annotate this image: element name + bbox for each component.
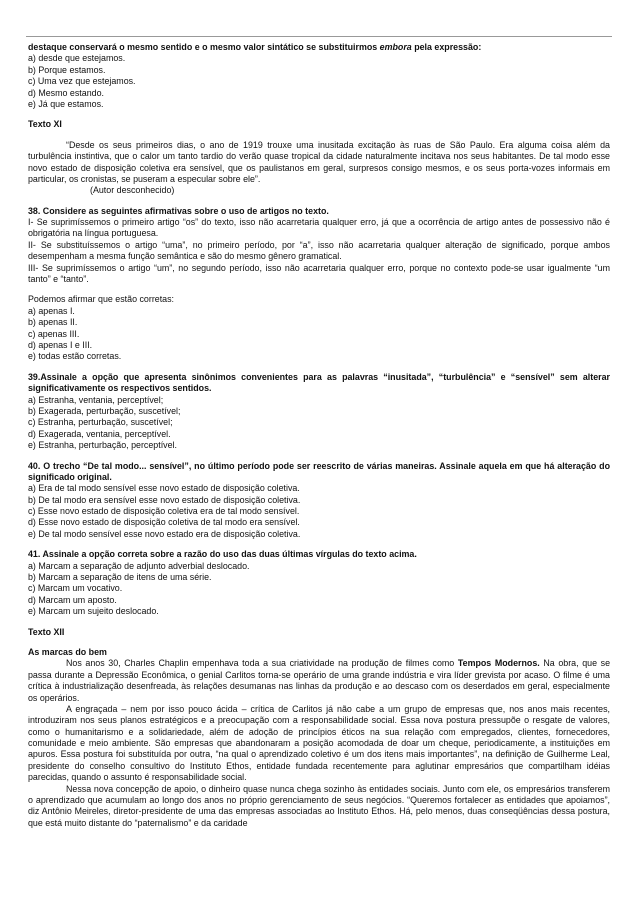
question-38-item-i: I- Se suprimíssemos o primeiro artigo “os” do texto, isso não acarretaria qualquer erro, já que a ocorrência de artigo antes de possessivo não é obrigatória na língua portuguesa. [28,217,610,239]
question-39-option-a: a) Estranha, ventania, perceptível; [28,394,164,405]
texto-xii-title: As marcas do bem [28,646,107,657]
question-38-option-b: b) apenas II. [28,317,78,328]
question-41-option-e: e) Marcam um sujeito deslocado. [28,606,159,617]
question-41-option-b: b) Marcam a separação de itens de uma série. [28,572,212,583]
question-40-option-b: b) De tal modo era sensível esse novo estado de disposição coletiva. [28,494,301,505]
question-40-option-d: d) Esse novo estado de disposição coletiva de tal modo era sensível. [28,517,300,528]
question-40-stem: 40. O trecho “De tal modo... sensível”, no último período pode ser reescrito de várias maneiras. Assinale aquela em que há alteração do significado original. [28,460,610,482]
option-b: b) Porque estamos. [28,64,106,75]
option-a: a) desde que estejamos. [28,53,126,64]
question-38-option-c: c) apenas III. [28,328,80,339]
option-d: d) Mesmo estando. [28,87,104,98]
question-41-stem: 41. Assinale a opção correta sobre a razão do uso das duas últimas vírgulas do texto acima. [28,549,417,560]
texto-xi-heading: Texto XI [28,119,62,130]
question-39-option-b: b) Exagerada, perturbação, suscetível; [28,405,181,416]
document-content [28,42,610,829]
question-38-stem: 38. Considere as seguintes afirmativas sobre o uso de artigos no texto. [28,205,329,216]
texto-xii-paragraph-3: Nessa nova concepção de apoio, o dinheiro quase nunca chega sozinho às entidades sociais. Junto com ele, os empresários transferem o aprendizado que acumulam ao longo dos anos no próprio gerenciamento de seus negócios. “Queremos fortalecer as entidades que apoiamos”, diz Antônio Meireles, diretor-presidente de uma das empresas associadas ao Instituto Ethos. Há, pelo menos, duas conseqüências dessa postura, que está muito distante do “paternalismo” e da caridade [28,783,610,828]
texto-xi-author: (Autor desconhecido) [90,185,175,196]
question-38-item-ii: II- Se substituíssemos o artigo “uma”, no primeiro período, por “a”, isso não acarretaria qualquer alteração de significado, porque ambos desempenham a mesma função semântica e são do mesmo gênero gramatical. [28,239,610,262]
question-38-option-d: d) apenas I e III. [28,339,93,350]
texto-xii-paragraph-2: A engraçada – nem por isso pouco ácida – crítica de Carlitos já não cabe a um grupo de empresas que, nos anos mais recentes, introduziram nos seus planos estratégicos e a preocupação com a responsabilidade social. Essa nova postura pressupõe o resgate de valores, como o humanitarismo e a solidariedade, além de adoção de princípios éticos na sua relação com empregados, clientes, fornecedores, comunidade e meio ambiente. São empresas que abandonaram a posição acomodada de doar um cheque, periodicamente, a instituições em apuros. Essa postura foi substituída por outra, “na qual o aprendizado coletivo é um dos itens mais importantes”, na definição de Guilherme Leal, presidente do conselho consultivo do Instituto Ethos, entidade fundada recentemente para aglutinar empresários que compartilham idéias parecidas, quando o assunto é responsabilidade social. [28,703,610,783]
question-41-option-d: d) Marcam um aposto. [28,594,117,605]
option-c: c) Uma vez que estejamos. [28,76,136,87]
question-40-option-a: a) Era de tal modo sensível esse novo estado de disposição coletiva. [28,483,300,494]
top-divider [26,36,612,37]
question-38-option-a: a) apenas I. [28,305,75,316]
texto-xii-paragraph-1: Nos anos 30, Charles Chaplin empenhava toda a sua criatividade na produção de filmes como Tempos Modernos. Na obra, que se passa durante a Depressão Econômica, o genial Carlitos torna-se operário de uma grande indústria e vira líder grevista por acaso. O filme é uma crítica à industrialização desenfreada, às relações desumanas nas linhas da produção e ao descaso com os deserdados em geral, especialmente os operários. [28,658,611,703]
question-39-option-d: d) Exagerada, ventania, perceptível. [28,428,171,439]
option-e: e) Já que estamos. [28,98,104,109]
question-38-item-iii: III- Se suprimíssemos o artigo “um”, no segundo período, isso não acarretaria qualquer erro, porque no contexto pode-se usar igualmente “um tanto” e “tanto”. [28,262,610,285]
question-stem-continuation: destaque conservará o mesmo sentido e o mesmo valor sintático se substituirmos embora pela expressão: [28,42,482,52]
question-40-option-e: e) De tal modo sensível esse novo estado era de disposição coletiva. [28,528,301,539]
question-38-option-e: e) todas estão corretas. [28,351,122,362]
question-38-prompt: Podemos afirmar que estão corretas: [28,294,175,305]
question-40-option-c: c) Esse novo estado de disposição coletiva era de tal modo sensível. [28,506,300,517]
texto-xii-heading: Texto XII [28,626,65,637]
question-41-option-c: c) Marcam um vocativo. [28,583,123,594]
question-39-option-c: c) Estranha, perturbação, suscetível; [28,417,173,428]
question-39-stem: 39.Assinale a opção que apresenta sinônimos convenientes para as palavras “inusitada”, “turbulência” e “sensível” sem alterar significativamente os respectivos sentidos. [28,371,610,394]
question-39-option-e: e) Estranha, perturbação, perceptível. [28,440,177,451]
question-41-option-a: a) Marcam a separação de adjunto adverbial deslocado. [28,560,250,571]
texto-xi-paragraph: “Desde os seus primeiros dias, o ano de 1919 trouxe uma inusitada excitação às ruas de São Paulo. Era alguma coisa além da turbulência instintiva, que o calor um tanto tardio do verão quase tropical da cidade naturalmente incitava nos seus habitantes. De tal modo esse novo estado de disposição coletiva era sensível, que os paulistanos em geral, surpresos consigo mesmos, e os seus porta-vozes informais em particular, os cronistas, se puseram a especular sobre ele”. [28,139,610,184]
